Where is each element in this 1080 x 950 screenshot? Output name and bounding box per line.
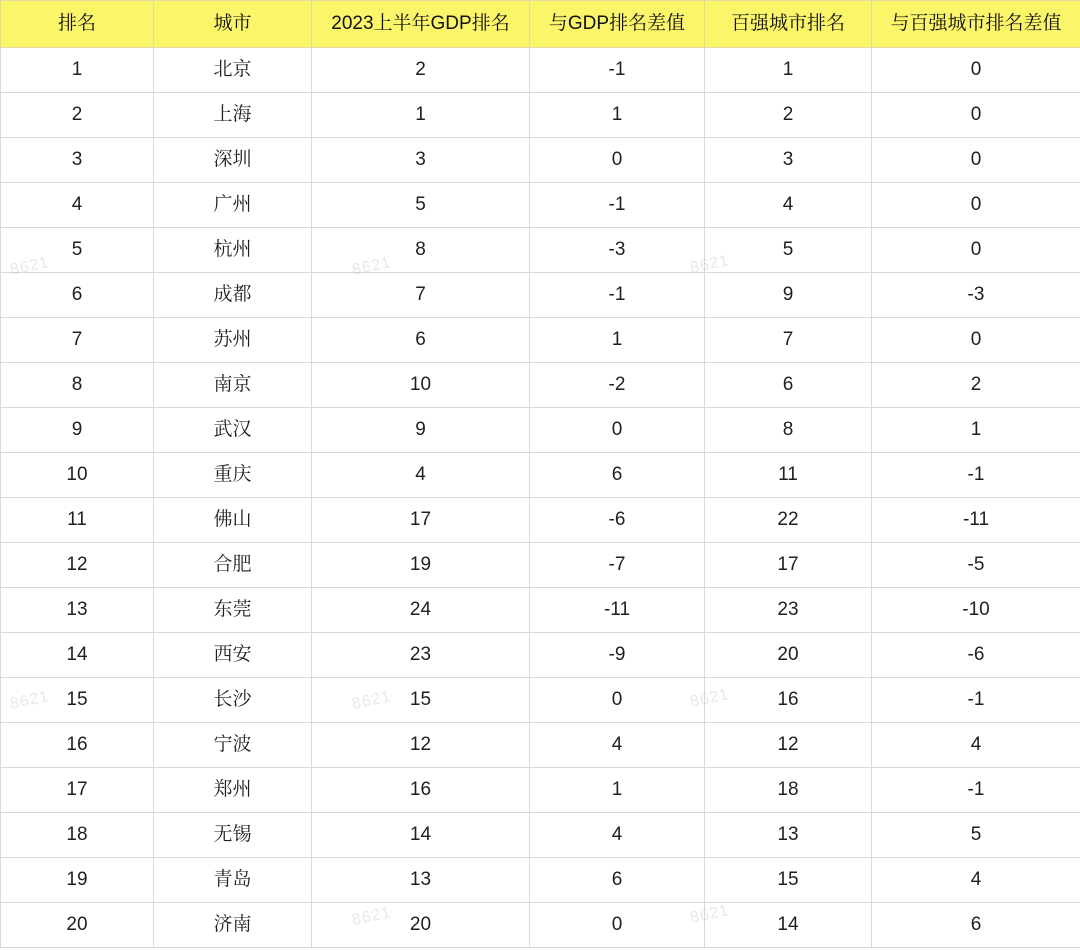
cell-city: 合肥 [154, 543, 312, 588]
cell-rank: 5 [1, 228, 154, 273]
cell-top100-diff: 5 [872, 813, 1080, 858]
cell-city: 佛山 [154, 498, 312, 543]
cell-rank: 14 [1, 633, 154, 678]
cell-top100-diff: 0 [872, 48, 1080, 93]
cell-city: 杭州 [154, 228, 312, 273]
cell-gdp-diff: 1 [530, 93, 705, 138]
column-header-gdp-rank: 2023上半年GDP排名 [312, 1, 530, 48]
table-row [1, 678, 1080, 723]
cell-top100-diff: 0 [872, 93, 1080, 138]
cell-top100-rank: 16 [705, 678, 872, 723]
cell-rank: 18 [1, 813, 154, 858]
column-header-city: 城市 [154, 1, 312, 48]
cell-gdp-rank: 16 [312, 768, 530, 813]
cell-city: 南京 [154, 363, 312, 408]
cell-gdp-rank: 19 [312, 543, 530, 588]
cell-top100-diff: -1 [872, 678, 1080, 723]
table-row [1, 543, 1080, 588]
cell-gdp-diff: 4 [530, 723, 705, 768]
table-row [1, 363, 1080, 408]
cell-top100-rank: 1 [705, 48, 872, 93]
cell-gdp-rank: 17 [312, 498, 530, 543]
cell-rank: 12 [1, 543, 154, 588]
cell-gdp-diff: 4 [530, 813, 705, 858]
table-row [1, 498, 1080, 543]
cell-gdp-diff: -1 [530, 273, 705, 318]
cell-gdp-diff: -11 [530, 588, 705, 633]
cell-city: 青岛 [154, 858, 312, 903]
column-header-gdp-diff: 与GDP排名差值 [530, 1, 705, 48]
watermark: 8621 [350, 688, 393, 713]
cell-city: 深圳 [154, 138, 312, 183]
cell-gdp-diff: 1 [530, 318, 705, 363]
table-row [1, 228, 1080, 273]
cell-rank: 7 [1, 318, 154, 363]
cell-gdp-rank: 6 [312, 318, 530, 363]
table-row [1, 633, 1080, 678]
table-row [1, 723, 1080, 768]
cell-top100-diff: -3 [872, 273, 1080, 318]
cell-city: 东莞 [154, 588, 312, 633]
cell-rank: 11 [1, 498, 154, 543]
column-header-rank: 排名 [1, 1, 154, 48]
cell-top100-rank: 9 [705, 273, 872, 318]
cell-top100-diff: 0 [872, 138, 1080, 183]
cell-top100-rank: 15 [705, 858, 872, 903]
cell-top100-rank: 17 [705, 543, 872, 588]
cell-gdp-diff: 6 [530, 453, 705, 498]
watermark: 8621 [8, 254, 51, 279]
table-row [1, 318, 1080, 363]
table-row [1, 48, 1080, 93]
watermark: 8621 [8, 688, 51, 713]
cell-gdp-rank: 9 [312, 408, 530, 453]
cell-gdp-rank: 20 [312, 903, 530, 948]
table-row [1, 858, 1080, 903]
cell-rank: 2 [1, 93, 154, 138]
cell-rank: 16 [1, 723, 154, 768]
cell-gdp-rank: 12 [312, 723, 530, 768]
cell-gdp-rank: 10 [312, 363, 530, 408]
cell-top100-rank: 11 [705, 453, 872, 498]
cell-gdp-rank: 3 [312, 138, 530, 183]
cell-city: 上海 [154, 93, 312, 138]
cell-gdp-rank: 7 [312, 273, 530, 318]
table-row [1, 183, 1080, 228]
cell-top100-diff: -1 [872, 768, 1080, 813]
cell-top100-rank: 3 [705, 138, 872, 183]
table-row [1, 408, 1080, 453]
cell-city: 北京 [154, 48, 312, 93]
cell-city: 武汉 [154, 408, 312, 453]
cell-rank: 1 [1, 48, 154, 93]
table-row [1, 903, 1080, 948]
table-row [1, 453, 1080, 498]
cell-top100-rank: 23 [705, 588, 872, 633]
cell-top100-rank: 14 [705, 903, 872, 948]
cell-rank: 9 [1, 408, 154, 453]
cell-gdp-rank: 13 [312, 858, 530, 903]
cell-gdp-rank: 2 [312, 48, 530, 93]
cell-top100-diff: 1 [872, 408, 1080, 453]
watermark: 8621 [350, 254, 393, 279]
cell-gdp-rank: 15 [312, 678, 530, 723]
watermark: 8621 [688, 686, 731, 711]
cell-rank: 4 [1, 183, 154, 228]
cell-top100-diff: 0 [872, 318, 1080, 363]
column-header-top100-diff: 与百强城市排名差值 [872, 1, 1080, 48]
cell-gdp-diff: -1 [530, 48, 705, 93]
cell-gdp-diff: -3 [530, 228, 705, 273]
cell-rank: 10 [1, 453, 154, 498]
column-header-top100-rank: 百强城市排名 [705, 1, 872, 48]
cell-gdp-rank: 4 [312, 453, 530, 498]
cell-top100-rank: 12 [705, 723, 872, 768]
cell-gdp-diff: 0 [530, 903, 705, 948]
cell-gdp-rank: 24 [312, 588, 530, 633]
cell-top100-diff: -6 [872, 633, 1080, 678]
cell-top100-diff: 2 [872, 363, 1080, 408]
cell-city: 广州 [154, 183, 312, 228]
watermark: 8621 [350, 904, 393, 929]
cell-top100-diff: 6 [872, 903, 1080, 948]
cell-gdp-diff: 1 [530, 768, 705, 813]
cell-top100-diff: 4 [872, 858, 1080, 903]
cell-city: 重庆 [154, 453, 312, 498]
cell-city: 济南 [154, 903, 312, 948]
watermark: 8621 [688, 902, 731, 927]
cell-top100-diff: 4 [872, 723, 1080, 768]
table-header [1, 1, 1080, 48]
cell-top100-diff: -10 [872, 588, 1080, 633]
cell-gdp-rank: 14 [312, 813, 530, 858]
cell-top100-rank: 18 [705, 768, 872, 813]
table-row [1, 768, 1080, 813]
cell-gdp-rank: 5 [312, 183, 530, 228]
cell-gdp-diff: 0 [530, 678, 705, 723]
cell-rank: 8 [1, 363, 154, 408]
cell-top100-diff: 0 [872, 183, 1080, 228]
cell-gdp-diff: -7 [530, 543, 705, 588]
table-row [1, 93, 1080, 138]
cell-city: 宁波 [154, 723, 312, 768]
cell-gdp-rank: 8 [312, 228, 530, 273]
cell-top100-rank: 8 [705, 408, 872, 453]
table-row [1, 813, 1080, 858]
table-body [1, 48, 1080, 948]
cell-gdp-diff: -9 [530, 633, 705, 678]
cell-rank: 17 [1, 768, 154, 813]
cell-top100-diff: 0 [872, 228, 1080, 273]
cell-city: 郑州 [154, 768, 312, 813]
cell-top100-rank: 5 [705, 228, 872, 273]
table-row [1, 273, 1080, 318]
cell-city: 成都 [154, 273, 312, 318]
cell-top100-rank: 22 [705, 498, 872, 543]
table-row [1, 588, 1080, 633]
cell-top100-diff: -11 [872, 498, 1080, 543]
cell-city: 西安 [154, 633, 312, 678]
cell-top100-rank: 6 [705, 363, 872, 408]
cell-city: 苏州 [154, 318, 312, 363]
cell-gdp-diff: 0 [530, 138, 705, 183]
cell-top100-rank: 4 [705, 183, 872, 228]
cell-city: 长沙 [154, 678, 312, 723]
cell-gdp-diff: -1 [530, 183, 705, 228]
cell-gdp-diff: -2 [530, 363, 705, 408]
cell-gdp-rank: 23 [312, 633, 530, 678]
cell-rank: 6 [1, 273, 154, 318]
cell-city: 无锡 [154, 813, 312, 858]
table-row [1, 138, 1080, 183]
cell-gdp-diff: 6 [530, 858, 705, 903]
cell-gdp-rank: 1 [312, 93, 530, 138]
cell-gdp-diff: -6 [530, 498, 705, 543]
cell-top100-rank: 7 [705, 318, 872, 363]
cell-top100-rank: 20 [705, 633, 872, 678]
cell-top100-diff: -5 [872, 543, 1080, 588]
cell-top100-rank: 13 [705, 813, 872, 858]
cell-rank: 3 [1, 138, 154, 183]
cell-rank: 15 [1, 678, 154, 723]
cell-rank: 20 [1, 903, 154, 948]
cell-gdp-diff: 0 [530, 408, 705, 453]
cell-rank: 19 [1, 858, 154, 903]
watermark: 8621 [688, 252, 731, 277]
cell-top100-diff: -1 [872, 453, 1080, 498]
cell-top100-rank: 2 [705, 93, 872, 138]
cell-rank: 13 [1, 588, 154, 633]
table-header-row [1, 1, 1080, 48]
